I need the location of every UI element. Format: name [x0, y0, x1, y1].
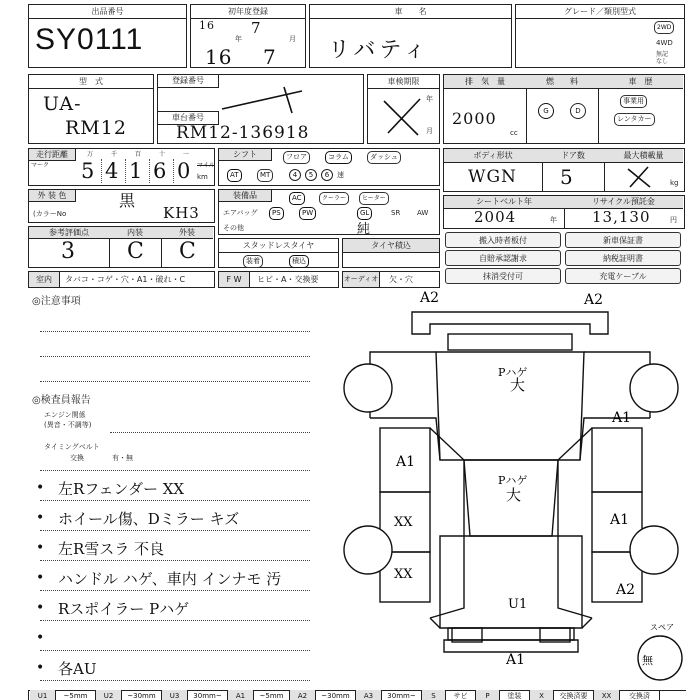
seatbelt-unit: 年 — [550, 216, 557, 224]
equip-other-value: 純 — [357, 222, 372, 237]
mileage-label: 走行距離 — [29, 149, 76, 161]
score-label: 参考評価点 — [29, 227, 110, 239]
mileage-unit-1: 千 — [111, 151, 118, 158]
shift-at: AT — [227, 169, 242, 182]
audio-label: オーディオ — [343, 272, 380, 287]
color-value: 黒 — [119, 191, 137, 210]
studless-wheel: 装着 — [243, 255, 263, 268]
mileage-unit-0: 万 — [87, 151, 94, 158]
mileage-digit-2: 1 — [129, 159, 144, 183]
legend-cell: A1 — [228, 690, 254, 700]
audio-box — [342, 271, 440, 288]
inspector-label: ◎検査員報告 — [32, 395, 91, 406]
mileage-digit-0: 5 — [81, 159, 96, 183]
legend-cell: X — [530, 690, 554, 700]
legend-cell: XX — [594, 690, 620, 700]
color-label: 外 装 色 — [29, 190, 76, 202]
color-box — [28, 189, 215, 223]
inspection-year-unit: 年 — [426, 95, 433, 103]
note-item: 各AU — [58, 660, 97, 678]
first-reg-month-small: 7 — [251, 19, 262, 37]
grade-box — [515, 4, 685, 68]
body-type: WGN — [468, 167, 517, 187]
first-reg-month-unit: 月 — [289, 35, 296, 43]
first-reg-month: 7 — [263, 45, 277, 69]
note-bullet: • — [36, 630, 45, 646]
model-name-box — [309, 4, 512, 68]
legend-cell: ~5mm — [56, 690, 96, 700]
studless-load: 積込 — [289, 255, 309, 268]
timing-label: タイミングベルト — [44, 443, 100, 451]
mileage-unit-2: 百 — [135, 151, 142, 158]
mileage-box — [28, 148, 215, 186]
fuel-label: 燃 料 — [526, 75, 599, 89]
note-bullet: • — [36, 540, 45, 556]
shift-gear-4: 4 — [289, 169, 301, 181]
tire-box — [342, 238, 440, 268]
color-code: KH3 — [163, 204, 200, 222]
inspection-month-unit: 月 — [426, 127, 433, 135]
note-item: ハンドル ハゲ、車内 インナモ 汚 — [58, 570, 282, 588]
mark-hood-2: 大 — [506, 486, 522, 504]
mileage-mark-label: マーク — [31, 162, 50, 169]
tire-label: タイヤ積込 — [343, 239, 439, 253]
recycle-label: リサイクル預託金 — [564, 196, 683, 209]
equip-airbag: エアバッグ — [223, 209, 258, 217]
legend-cell: 交換済要 — [554, 690, 594, 700]
mileage-unit-mile: マイル — [197, 162, 215, 169]
mileage-digit-3: 6 — [153, 159, 168, 183]
model-name-label: 車 名 — [310, 5, 511, 19]
fw-items: ヒビ・A・交換要 — [257, 275, 319, 284]
mileage-unit-4: 一 — [183, 151, 190, 158]
timing-exchange: 交換 — [70, 454, 84, 462]
mark-front-u1: U1 — [508, 597, 528, 612]
doc-warranty: 新車保証書 — [565, 232, 681, 248]
studless-box — [218, 238, 339, 268]
mark-left-xx-2: XX — [394, 567, 413, 582]
shift-floor: フロア — [283, 151, 310, 164]
audio-items: 欠・穴 — [389, 275, 413, 284]
legend-cell: ~5mm — [254, 690, 290, 700]
drive-none: 無記 なし — [656, 51, 669, 65]
model-name: リバティ — [328, 38, 430, 63]
equipment-box — [218, 189, 440, 235]
legend-cell: U2 — [96, 690, 122, 700]
legend-cell: 30mm~ — [382, 690, 422, 700]
doors-value: 5 — [560, 165, 574, 189]
caution-label: ◎注意事項 — [32, 296, 81, 307]
inspection-label: 車検期限 — [368, 75, 439, 89]
shift-dash: ダッシュ — [367, 151, 401, 164]
doc-charging-cable: 充電ケーブル — [565, 268, 681, 284]
shift-speed: 速 — [337, 171, 344, 179]
mark-hood-1: Pハゲ — [498, 474, 528, 487]
spare-value: 無 — [642, 654, 653, 667]
mileage-digit-1: 4 — [105, 159, 120, 183]
legend-cell: 30mm~ — [188, 690, 228, 700]
interior-condition-box — [28, 271, 215, 288]
shift-mt: MT — [257, 169, 273, 182]
note-item: ホイール傷、Dミラー キズ — [58, 510, 240, 528]
doc-plate: 搬入時者板付 — [445, 232, 561, 248]
recycle-amount: 13,130 — [592, 208, 651, 226]
first-reg-year: 16 — [205, 45, 233, 69]
model-code-label: 型 式 — [29, 75, 153, 89]
spare-label: スペア — [650, 623, 674, 632]
interior-condition-items: タバコ・コゲ・穴・A1・破れ・C — [65, 275, 186, 284]
mileage-unit-3: 十 — [159, 151, 166, 158]
engine-sub: (異音・不調等) — [44, 421, 92, 429]
note-bullet: • — [36, 570, 45, 586]
doors-label: ドア数 — [542, 149, 605, 163]
legend-cell: U3 — [162, 690, 188, 700]
legend-cell: 交換済 — [620, 690, 660, 700]
equip-ac: AC — [289, 192, 305, 205]
color-no-label: (カラーNo — [33, 210, 67, 218]
mark-a2-left: A2 — [420, 290, 440, 306]
drive-2wd: 2WD — [654, 21, 674, 34]
mark-roof-1: Pハゲ — [498, 366, 528, 379]
equipment-label: 装備品 — [219, 190, 272, 202]
equip-ps: PS — [269, 207, 284, 220]
lot-number: SY0111 — [35, 23, 144, 56]
legend-cell: S — [422, 690, 446, 700]
mark-left-xx-1: XX — [394, 515, 413, 530]
inspection-box — [367, 74, 440, 144]
mark-right-a2: A2 — [616, 582, 636, 598]
interior-grade-label: 内装 — [109, 227, 162, 239]
note-bullet: • — [36, 660, 45, 676]
mileage-unit-km: km — [197, 173, 208, 181]
drive-4wd: 4WD — [656, 39, 673, 47]
studless-label: スタッドレスタイヤ — [219, 239, 338, 253]
registration-box — [157, 74, 364, 144]
interior-condition-label: 室内 — [29, 272, 60, 287]
lot-number-box — [28, 4, 187, 68]
documents-box — [443, 232, 685, 286]
note-bullet: • — [36, 600, 45, 616]
mark-right-a1-2: A1 — [610, 512, 630, 528]
seatbelt-year: 2004 — [474, 208, 517, 226]
shift-label: シフト — [219, 149, 272, 161]
legend-cell: ~30mm — [316, 690, 356, 700]
note-item: 左R雪スラ 不良 — [58, 540, 165, 558]
shift-gear-6: 6 — [321, 169, 333, 181]
doc-tax-cert: 納税証明書 — [565, 250, 681, 266]
legend-cell: 塗装 — [500, 690, 530, 700]
displacement-unit: cc — [510, 129, 518, 137]
legend-cell: サビ — [446, 690, 476, 700]
equip-pw: PW — [299, 207, 316, 220]
equip-sr: SR — [391, 209, 401, 217]
first-registration-box — [190, 4, 306, 68]
shift-box — [218, 148, 440, 186]
specs-box — [443, 74, 685, 144]
reg-no-strike — [218, 83, 308, 115]
grade-label: グレード／類別型式 — [516, 5, 684, 19]
displacement-label: 排 気 量 — [444, 75, 527, 89]
shift-column: コラム — [325, 151, 352, 164]
reg-no-label: 登録番号 — [158, 75, 219, 88]
note-item: Rスポイラー Pハゲ — [58, 600, 190, 618]
fw-box — [218, 271, 339, 288]
engine-label: エンジン関係 — [44, 411, 86, 419]
history-label: 車 歴 — [598, 75, 683, 89]
equip-cooler: クーラー — [319, 192, 349, 205]
note-bullet: • — [36, 510, 45, 526]
load-label: 最大積載量 — [604, 149, 683, 163]
inspection-strike — [380, 95, 424, 139]
legend-cell: A2 — [290, 690, 316, 700]
history-business: 事業用 — [620, 95, 647, 108]
model-code-1: UA- — [43, 93, 82, 115]
mark-roof-2: 大 — [510, 376, 526, 394]
mark-left-a1: A1 — [396, 454, 416, 470]
equip-gl: GL — [357, 207, 372, 220]
load-unit: kg — [670, 179, 679, 187]
history-rental: レンタカー — [614, 113, 655, 126]
note-item: 左Rフェンダー ХХ — [58, 480, 185, 498]
damage-diagram — [340, 288, 695, 688]
legend-cell: A3 — [356, 690, 382, 700]
timing-options: 有・無 — [112, 454, 133, 462]
first-registration-label: 初年度登録 — [191, 5, 305, 19]
legend-cell: U1 — [30, 690, 56, 700]
note-bullet: • — [36, 480, 45, 496]
load-strike — [624, 165, 654, 189]
chassis-number: RM12-136918 — [176, 123, 310, 143]
lot-number-label: 出品番号 — [29, 5, 186, 19]
legend-cell: ~30mm — [122, 690, 162, 700]
body-type-label: ボディ形状 — [444, 149, 543, 163]
score-value: 3 — [61, 239, 76, 264]
mileage-digit-4: 0 — [177, 159, 192, 183]
body-box — [443, 148, 685, 192]
model-code-2: RM12 — [65, 117, 127, 139]
mark-front-a1: A1 — [506, 652, 526, 668]
mark-a2-right: A2 — [584, 292, 604, 308]
score-box — [28, 226, 215, 268]
fuel-gasoline: G — [538, 103, 554, 119]
equip-aw: AW — [417, 209, 429, 217]
first-reg-year-small: 16 — [199, 19, 215, 32]
first-reg-year-unit: 年 — [235, 35, 242, 43]
doc-cancel: 抹消受付可 — [445, 268, 561, 284]
interior-grade: C — [127, 239, 145, 264]
seatbelt-recycle-box — [443, 195, 685, 229]
equip-other-label: その他 — [223, 224, 244, 232]
recycle-unit: 円 — [670, 216, 677, 224]
fuel-diesel: D — [570, 103, 586, 119]
chassis-label: 車台番号 — [158, 111, 219, 125]
displacement-value: 2000 — [452, 109, 497, 128]
model-code-box — [28, 74, 154, 144]
exterior-grade: C — [179, 239, 197, 264]
doc-insurance: 自賠承認謝求 — [445, 250, 561, 266]
mark-right-a1-1: A1 — [612, 410, 632, 426]
fw-label: F W — [219, 272, 250, 287]
equip-heater: ヒーター — [359, 192, 389, 205]
exterior-grade-label: 外装 — [161, 227, 213, 239]
shift-gear-5: 5 — [305, 169, 317, 181]
legend-cell: P — [476, 690, 500, 700]
seatbelt-label: シートベルト年 — [444, 196, 565, 209]
